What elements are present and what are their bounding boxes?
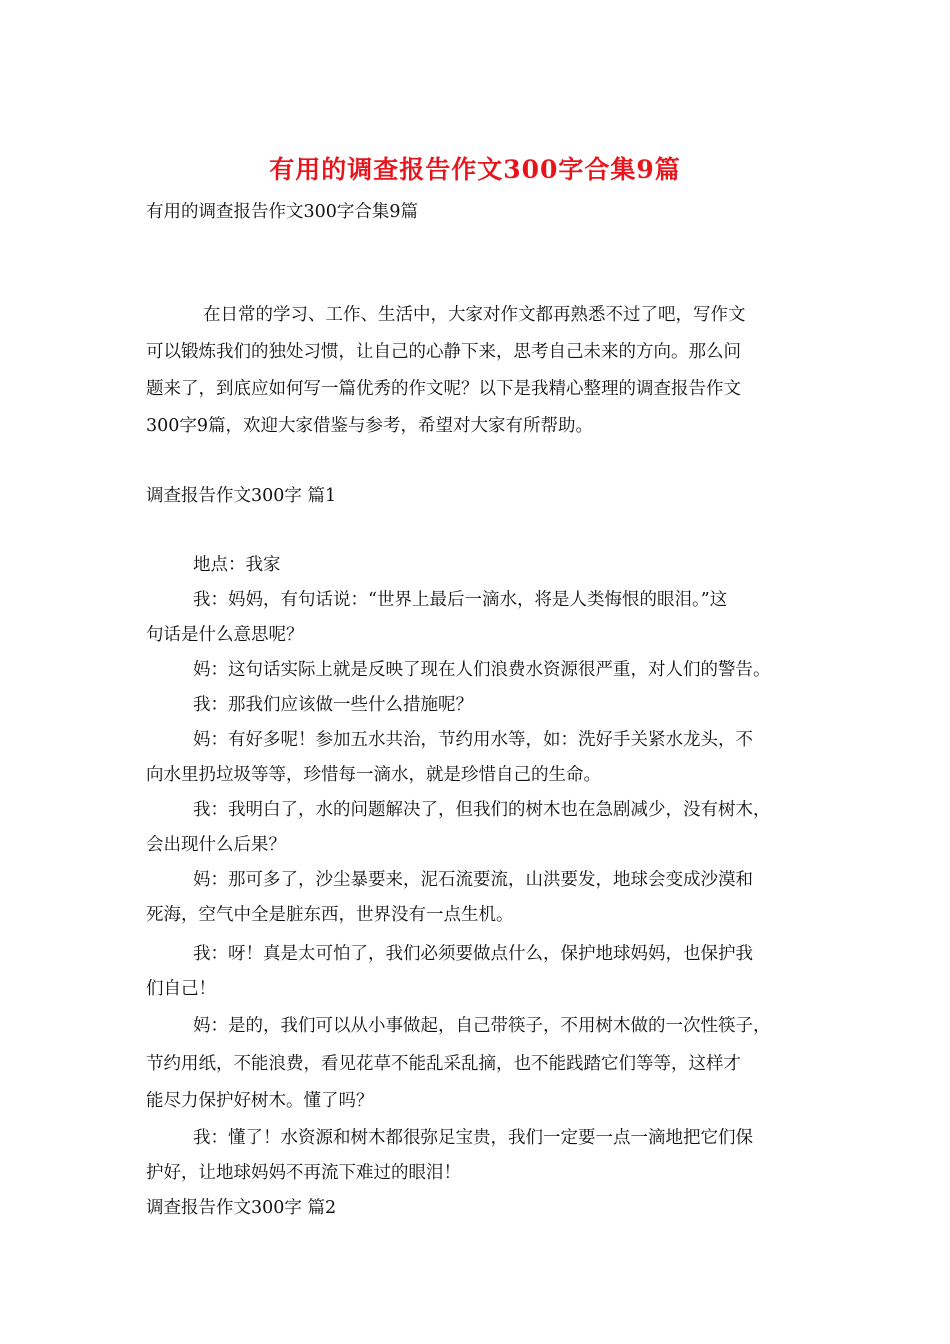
body-line: 会出现什么后果？ <box>146 835 286 855</box>
body-line: 们自己！ <box>146 979 216 999</box>
body-line: 地点：我家 <box>193 555 281 575</box>
section-heading: 调查报告作文300字 篇1 <box>146 486 337 506</box>
body-line: 我：懂了！水资源和树木都很弥足宝贵，我们一定要一点一滴地把它们保 <box>193 1128 753 1148</box>
body-line: 妈：是的，我们可以从小事做起，自己带筷子，不用树木做的一次性筷子， <box>193 1016 771 1036</box>
body-line: 句话是什么意思呢？ <box>146 625 304 645</box>
intro-line: 在日常的学习、工作、生活中，大家对作文都再熟悉不过了吧，写作文 <box>203 305 746 325</box>
body-line: 妈：有好多呢！参加五水共治，节约用水等，如：洗好手关紧水龙头，不 <box>193 730 753 750</box>
body-line: 妈：那可多了，沙尘暴要来，泥石流要流，山洪要发，地球会变成沙漠和 <box>193 870 753 890</box>
intro-line: 题来了，到底应如何写一篇优秀的作文呢？以下是我精心整理的调查报告作文 <box>146 379 741 399</box>
body-line: 我：妈妈，有句话说：“世界上最后一滴水，将是人类悔恨的眼泪。”这 <box>193 590 728 610</box>
body-line: 我：那我们应该做一些什么措施呢？ <box>193 695 473 715</box>
body-line: 向水里扔垃圾等等，珍惜每一滴水，就是珍惜自己的生命。 <box>146 765 601 785</box>
body-line: 妈：这句话实际上就是反映了现在人们浪费水资源很严重，对人们的警告。 <box>193 660 771 680</box>
body-line: 死海，空气中全是脏东西，世界没有一点生机。 <box>146 905 514 925</box>
document-subtitle: 有用的调查报告作文300字合集9篇 <box>146 202 419 222</box>
body-line: 我：呀！真是太可怕了，我们必须要做点什么，保护地球妈妈，也保护我 <box>193 944 753 964</box>
document-title: 有用的调查报告作文300字合集9篇 <box>269 155 681 184</box>
intro-line: 300字9篇，欢迎大家借鉴与参考，希望对大家有所帮助。 <box>146 416 594 436</box>
intro-line: 可以锻炼我们的独处习惯，让自己的心静下来，思考自己未来的方向。那么问 <box>146 342 741 362</box>
body-line: 能尽力保护好树木。懂了吗？ <box>146 1091 374 1111</box>
section-heading: 调查报告作文300字 篇2 <box>146 1198 337 1218</box>
body-line: 我：我明白了，水的问题解决了，但我们的树木也在急剧减少，没有树木， <box>193 800 771 820</box>
body-line: 护好，让地球妈妈不再流下难过的眼泪！ <box>146 1163 461 1183</box>
body-line: 节约用纸，不能浪费，看见花草不能乱采乱摘，也不能践踏它们等等，这样才 <box>146 1054 741 1074</box>
